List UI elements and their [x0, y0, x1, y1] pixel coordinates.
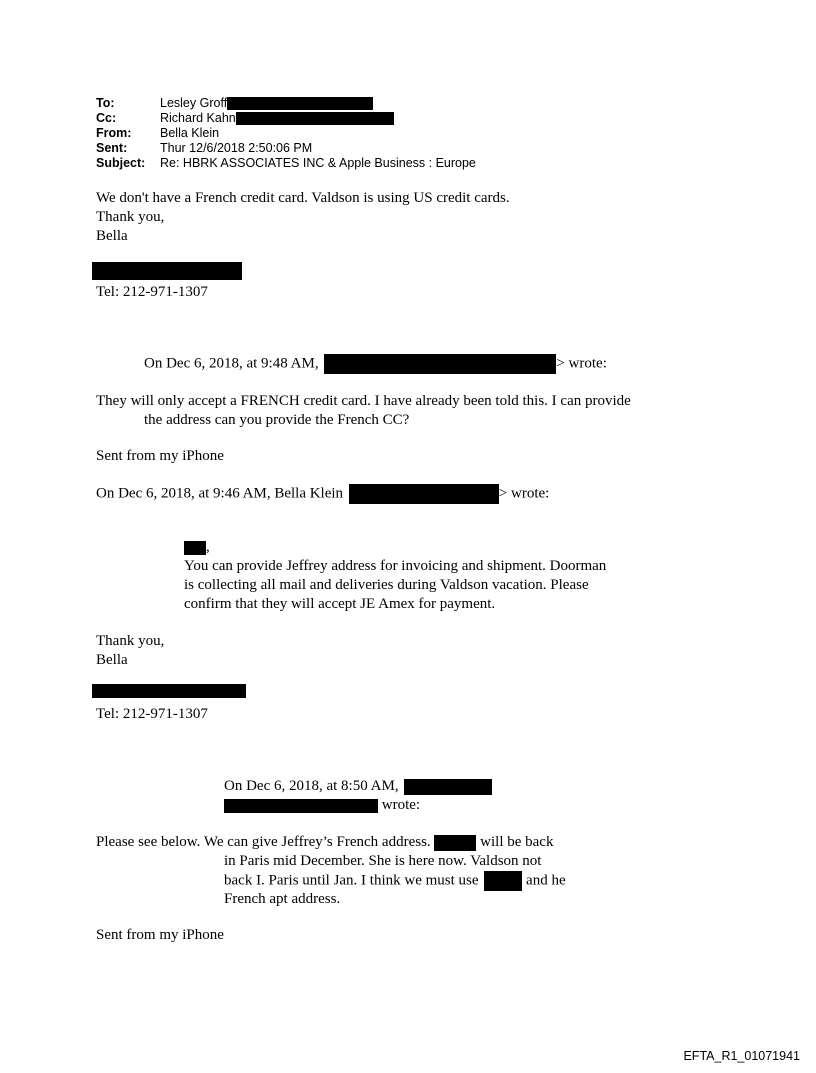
redaction-block [236, 112, 394, 125]
redaction-block [434, 835, 476, 851]
cc-label: Cc: [96, 111, 117, 125]
redaction-block [404, 779, 492, 795]
sent-row [96, 141, 476, 156]
redaction-block [92, 262, 242, 280]
redaction-block [227, 97, 373, 110]
subject-value: Re: HBRK ASSOCIATES INC & Apple Business : Europe [160, 156, 476, 170]
redaction-block [92, 684, 246, 698]
from-value: Bella Klein [160, 126, 220, 140]
quote2-thanks: Thank you, [96, 633, 165, 649]
quote3-body-line1-text: Please see below. We can give Jeffrey’s French address. [96, 834, 431, 850]
quote1-intro-wrote: > wrote: [556, 355, 607, 372]
quote3-intro-text: On Dec 6, 2018, at 8:50 AM, [224, 778, 399, 794]
quote1-intro-text: On Dec 6, 2018, at 9:48 AM, [144, 355, 319, 372]
quote2-name: Bella [96, 652, 128, 668]
redaction-block [349, 484, 499, 504]
quote3-body-line3 [224, 871, 566, 891]
quote3-body-line1-end: will be back [480, 834, 554, 850]
message1-line1: We don't have a French credit card. Valdson is using US credit cards. [96, 190, 510, 206]
to-value: Lesley Groff [160, 96, 228, 110]
quote2-intro-text: On Dec 6, 2018, at 9:46 AM, Bella Klein [96, 485, 344, 502]
redaction-block [324, 354, 556, 374]
quote3-body-line4: French apt address. [224, 891, 341, 907]
quote2-intro-wrote: > wrote: [498, 485, 550, 502]
from-row [96, 126, 476, 141]
quote3-intro [224, 777, 492, 796]
quote2-greeting-comma: , [206, 539, 210, 555]
quote1-signoff: Sent from my iPhone [96, 448, 224, 464]
subject-label: Subject: [96, 156, 146, 170]
message1-line3: Bella [96, 228, 128, 244]
quote1-body-line1: They will only accept a FRENCH credit card. I have already been told this. I can provide [96, 393, 631, 409]
document-id: EFTA_R1_01071941 [683, 1049, 800, 1063]
redaction-block [184, 541, 206, 555]
message1-tel: Tel: 212-971-1307 [96, 284, 208, 300]
quote1-body-line2: the address can you provide the French CC? [144, 412, 410, 428]
from-label: From: [96, 126, 132, 140]
quote3-intro-line2 [224, 796, 420, 815]
redaction-block [224, 799, 378, 813]
to-row [96, 96, 476, 111]
email-header [96, 96, 476, 171]
cc-row [96, 111, 476, 126]
quote3-signoff: Sent from my iPhone [96, 927, 224, 943]
cc-value: Richard Kahn [160, 111, 236, 125]
quote2-tel: Tel: 212-971-1307 [96, 706, 208, 722]
quote2-body-line1: You can provide Jeffrey address for invoicing and shipment. Doorman [184, 558, 607, 574]
quote3-intro-wrote: wrote: [381, 797, 421, 813]
quote2-greeting [184, 538, 210, 557]
subject-row [96, 156, 476, 171]
sent-value: Thur 12/6/2018 2:50:06 PM [160, 141, 313, 155]
quote2-body-line2: is collecting all mail and deliveries during Valdson vacation. Please [184, 577, 589, 593]
sent-label: Sent: [96, 141, 128, 155]
quote2-body-line3: confirm that they will accept JE Amex for payment. [184, 596, 496, 612]
quote3-body-line3-end: and he [526, 872, 566, 889]
quote3-body-line3-text: back I. Paris until Jan. I think we must use [224, 872, 479, 889]
to-label: To: [96, 96, 115, 110]
redaction-block [484, 871, 522, 891]
message1-line2: Thank you, [96, 209, 165, 225]
quote3-body-line2: in Paris mid December. She is here now. Valdson not [224, 853, 542, 869]
quote2-intro [96, 484, 549, 504]
quote1-intro [144, 354, 607, 374]
quote3-body-line1 [96, 833, 553, 852]
